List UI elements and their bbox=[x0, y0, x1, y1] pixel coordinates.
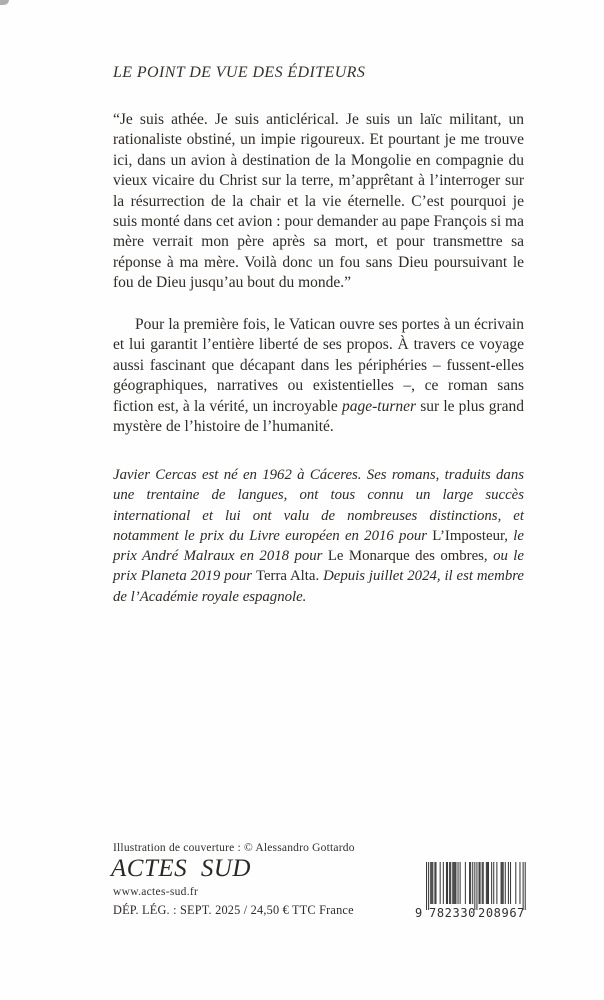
cover-illustration-credit: Illustration de couverture : © Alessandro Gottardo bbox=[113, 842, 355, 854]
scan-corner-artifact bbox=[0, 0, 9, 5]
book-title-imposteur: L’Imposteur, bbox=[432, 527, 509, 544]
quote-paragraph: “Je suis athée. Je suis anticlérical. Je suis un laïc militant, un rationaliste obstiné, un impie rigoureux. Et pourtant je me trouve ici, dans un avion à destination de la Mongolie en compagnie du vieux vicaire du Christ sur la terre, m’apprêtant à l’interroger sur la résurrection de la chair et la vie éternelle. C’est pourquoi je suis monté dans cet avion : pour demander au pape François si ma mère verrait mon père après sa mort, et pour transmettre sa réponse à ma mère. Voilà donc un fou sans Dieu poursuivant le fou de Dieu jusqu’au bout du monde.” bbox=[113, 111, 524, 292]
text-segment-italic: le prix André Malraux en 2018 pour bbox=[113, 527, 524, 565]
ean13-barcode bbox=[413, 860, 535, 920]
barcode-digits-right: 208967 bbox=[478, 906, 525, 920]
author-bio-paragraph bbox=[113, 465, 524, 607]
text-segment-italic: page-turner bbox=[341, 397, 417, 415]
publisher-website: www.actes-sud.fr bbox=[113, 886, 199, 898]
publisher-logo: ACTES SUD bbox=[111, 855, 251, 882]
text-segment: Pour la première fois, le Vatican ouvre ses portes à un écrivain et lui garantit l’entière liberté de ses propos. À travers ce voyage aussi fascinant que décapant dans les périphéries – fussent-elles géographiques, narratives ou existentielles –, ce roman sans fiction est, à la vérité, un incroyable bbox=[113, 316, 524, 415]
text-segment-italic: Javier Cercas est né en 1962 à Cáceres. Ses romans, traduits dans une trentaine de langues, ont tous connu un large succès international et lui ont valu de nombreuses distinctions, et notamment le prix du Livre européen en 2016 pour bbox=[113, 467, 524, 544]
editorial-paragraph bbox=[113, 315, 524, 437]
text-segment-italic: ou le prix Planeta 2019 pour bbox=[113, 548, 524, 585]
barcode-bars bbox=[413, 860, 535, 920]
page-title: LE POINT DE VUE DES ÉDITEURS bbox=[113, 64, 366, 81]
book-title-monarque: Le Monarque des ombres, bbox=[327, 548, 488, 565]
legal-deposit-price: DÉP. LÉG. : SEPT. 2025 / 24,50 € TTC France bbox=[113, 903, 354, 917]
barcode-digits-left: 782330 bbox=[429, 906, 476, 920]
book-title-terra-alta: Terra Alta. bbox=[255, 568, 320, 585]
text-segment: sur le plus grand mystère de l’histoire de l’humanité. bbox=[113, 397, 524, 436]
barcode-digit-first: 9 bbox=[415, 906, 423, 920]
text-segment-italic: Depuis juillet 2024, il est membre de l’Académie royale espagnole. bbox=[113, 568, 524, 605]
